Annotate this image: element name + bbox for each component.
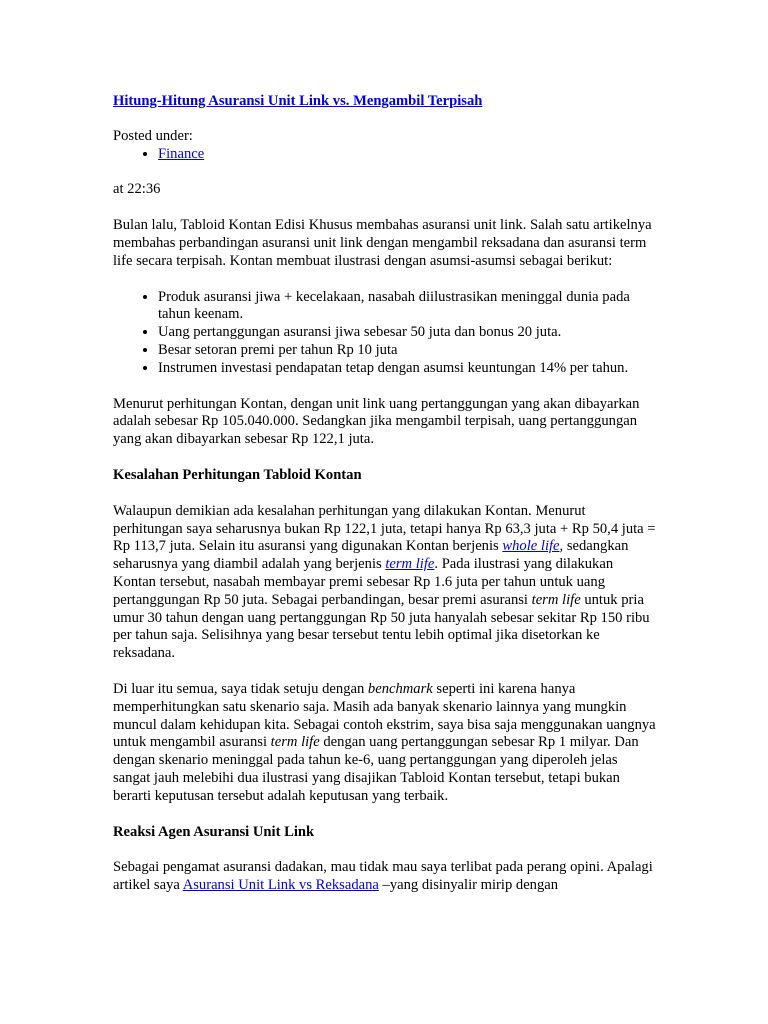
intro-paragraph: Bulan lalu, Tabloid Kontan Edisi Khusus membahas asuransi unit link. Salah satu artikelnya membahas perbandingan asuransi unit link dengan mengambil reksadana dan asuransi term life secara terpisah. Kontan membuat ilustrasi dengan asumsi-asumsi sebagai berikut: — [113, 217, 652, 269]
posted-under-label: Posted under: — [113, 127, 193, 144]
term-life-link[interactable] — [385, 556, 434, 572]
text-run: seperti ini karena hanya memperhitungkan satu skenario saja. Masih ada banyak skenario lainnya yang mungkin muncul dalam kehidupan kita. Sebagai contoh ekstrim, saya bisa saja menggunakan uangnya untuk mengambil asuransi — [113, 680, 656, 751]
assumption-list — [113, 289, 658, 378]
text-run: –yang disinyalir mirip dengan — [378, 877, 559, 894]
assumption-item: • Uang pertanggungan asuransi jiwa sebesar 50 juta dan bonus 20 juta. — [158, 324, 658, 342]
category-item — [158, 146, 658, 164]
text-run: dengan uang pertanggungan sebesar Rp 1 milyar. Dan dengan skenario meninggal pada tahun ke-6, uang pertanggungan yang diperoleh jelas sangat jauh melebihi dua ilustrasi yang disajikan Tabloid Kontan tersebut, tetapi bukan berarti keputusan tersebut adalah keputusan yang terbaik. — [113, 734, 639, 804]
category-list — [113, 146, 658, 164]
post-time: at 22:36 — [113, 181, 161, 198]
result-paragraph: Menurut perhitungan Kontan, dengan unit link uang pertanggungan yang akan dibayarkan adalah sebesar Rp 105.040.000. Sedangkan jika mengambil terpisah, uang pertanggungan yang akan dibayarkan sebesar Rp 122,1 juta. — [113, 395, 640, 448]
post-title-link[interactable]: Hitung-Hitung Asuransi Unit Link vs. Mengambil Terpisah — [113, 93, 483, 109]
reaksi-paragraph-1 — [113, 859, 658, 895]
article — [113, 93, 658, 913]
emphasis-term-life: term life — [270, 734, 320, 751]
category-link-finance[interactable]: Finance — [158, 145, 205, 162]
section-heading-kesalahan: Kesalahan Perhitungan Tabloid Kontan — [113, 466, 362, 483]
assumption-item: • Instrumen investasi pendapatan tetap dengan asumsi keuntungan 14% per tahun. — [158, 360, 658, 378]
text-run: Walaupun demikian ada kesalahan perhitungan yang dilakukan Kontan. Menurut perhitungan saya seharusnya bukan Rp 122,1 juta, tetapi hanya Rp 63,3 juta + Rp 50,4 juta = Rp 113,7 juta. Selain itu asuransi yang digunakan Kontan berjenis — [113, 502, 656, 555]
whole-life-link-text: whole life — [502, 538, 560, 555]
whole-life-link[interactable] — [502, 538, 559, 554]
text-run: Di luar itu semua, saya tidak setuju dengan — [113, 680, 368, 697]
kesalahan-paragraph-1 — [113, 503, 658, 663]
assumption-item: • Produk asuransi jiwa + kecelakaan, nasabah diilustrasikan meninggal dunia pada tahun keenam. — [158, 289, 658, 325]
text-run: . Pada ilustrasi yang dilakukan Kontan tersebut, nasabah membayar premi sebesar Rp 1.6 juta per tahun untuk uang pertanggungan Rp 50 juta. Sebagai perbandingan, besar premi asuransi — [113, 556, 614, 608]
text-run: Sebagai pengamat asuransi dadakan, mau tidak mau saya terlibat pada perang opini. Apalagi artikel saya — [113, 859, 653, 894]
emphasis-benchmark: benchmark — [367, 680, 433, 697]
emphasis-term-life: term life — [531, 591, 581, 608]
kesalahan-paragraph-2 — [113, 681, 658, 806]
text-run: untuk pria umur 30 tahun dengan uang pertanggungan Rp 50 juta hanyalah sebesar sekitar Rp 150 ribu per tahun saja. Selisihnya yang besar tersebut tentu lebih optimal jika disetorkan ke reksadana. — [113, 591, 650, 662]
unit-link-vs-reksadana-link[interactable]: Asuransi Unit Link vs Reksadana — [182, 877, 379, 894]
section-heading-reaksi: Reaksi Agen Asuransi Unit Link — [113, 823, 315, 840]
post-title — [113, 93, 658, 111]
term-life-link-text: term life — [385, 556, 435, 573]
assumption-item: • Besar setoran premi per tahun Rp 10 juta — [158, 342, 658, 360]
text-run: , sedangkan seharusnya yang diambil adalah yang berjenis — [113, 538, 629, 573]
